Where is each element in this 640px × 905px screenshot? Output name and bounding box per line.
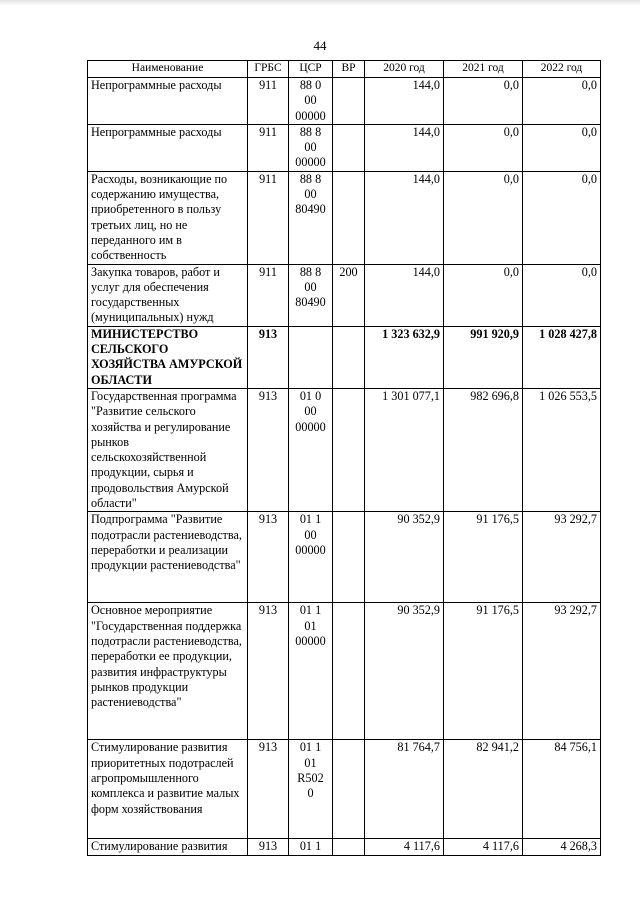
cell-2022: 84 756,1: [523, 740, 601, 839]
column-header: ВР: [333, 61, 365, 78]
cell-csr: [289, 326, 333, 388]
csr-line: 88 0: [299, 78, 322, 92]
cell-vr: [333, 388, 365, 511]
csr-line: 01: [304, 618, 317, 633]
cell-grbs: 911: [248, 171, 289, 264]
table-row: [88, 839, 601, 855]
cell-2020: 4 117,6: [365, 839, 444, 855]
csr-line: 00000: [295, 108, 326, 123]
csr-line: 01: [304, 755, 317, 770]
column-header: 2021 год: [444, 61, 523, 78]
column-header: ГРБС: [248, 61, 289, 78]
csr-line: 88 8: [299, 124, 322, 139]
csr-line: 00: [304, 140, 317, 155]
cell-2020: 144,0: [365, 78, 444, 125]
csr-line: 00000: [295, 155, 326, 170]
cell-2022: 93 292,7: [523, 603, 601, 740]
cell-2021: 0,0: [444, 171, 523, 264]
cell-2020: 144,0: [365, 124, 444, 171]
csr-line: 88 8: [299, 171, 322, 186]
cell-name: Подпрограмма "Развитие подотрасли растениеводства, переработки и реализации продукции растениеводства": [88, 512, 248, 603]
cell-2022: 0,0: [523, 171, 601, 264]
cell-2021: 91 176,5: [444, 603, 523, 740]
csr-line: 80490: [295, 202, 326, 217]
cell-2021: 82 941,2: [444, 740, 523, 839]
cell-grbs: 913: [248, 603, 289, 740]
cell-grbs: 913: [248, 326, 289, 388]
csr-line: 00: [304, 279, 317, 294]
cell-vr: [333, 78, 365, 125]
csr-line: 00: [304, 404, 317, 419]
csr-line: 01 1: [299, 839, 322, 854]
cell-grbs: 911: [248, 264, 289, 326]
table-row: [88, 78, 601, 125]
column-header: ЦСР: [289, 61, 333, 78]
csr-line: 01 1: [299, 603, 322, 618]
cell-name: Непрограммные расходы: [88, 78, 248, 125]
cell-grbs: 911: [248, 78, 289, 125]
cell-grbs: 913: [248, 839, 289, 855]
cell-2022: 4 268,3: [523, 839, 601, 855]
cell-csr: [289, 171, 333, 264]
cell-csr: [289, 124, 333, 171]
cell-name: Закупка товаров, работ и услуг для обеспечения государственных (муниципальных) нужд: [88, 264, 248, 326]
table-row: [88, 264, 601, 326]
csr-line: 00: [304, 187, 317, 202]
cell-vr: [333, 740, 365, 839]
cell-vr: [333, 512, 365, 603]
table-row: [88, 512, 601, 603]
cell-name: Государственная программа "Развитие сельского хозяйства и регулирование рынков сельскохозяйственной продукции, сырья и продовольствия Амурской области": [88, 388, 248, 511]
cell-2020: 90 352,9: [365, 603, 444, 740]
column-header: Наименование: [88, 61, 248, 78]
cell-vr: [333, 171, 365, 264]
table-row: [88, 740, 601, 839]
cell-grbs: 911: [248, 124, 289, 171]
cell-2020: 1 301 077,1: [365, 388, 444, 511]
cell-2021: 4 117,6: [444, 839, 523, 855]
cell-grbs: 913: [248, 740, 289, 839]
scan-edge: [0, 0, 640, 6]
csr-line: 0: [307, 786, 314, 801]
budget-table: [87, 60, 601, 856]
cell-csr: [289, 78, 333, 125]
csr-line: 01 1: [299, 740, 322, 755]
csr-line: 00000: [295, 633, 326, 648]
cell-csr: [289, 839, 333, 855]
cell-grbs: 913: [248, 388, 289, 511]
table-row: [88, 603, 601, 740]
cell-2020: 144,0: [365, 171, 444, 264]
cell-2022: 0,0: [523, 124, 601, 171]
cell-name: МИНИСТЕРСТВО СЕЛЬСКОГО ХОЗЯЙСТВА АМУРСКОЙ ОБЛАСТИ: [88, 326, 248, 388]
cell-name: Расходы, возникающие по содержанию имущества, приобретенного в пользу третьих лиц, но не переданного им в собственность: [88, 171, 248, 264]
cell-name: Стимулирование развития: [88, 839, 248, 855]
cell-2022: 1 026 553,5: [523, 388, 601, 511]
table-row: [88, 388, 601, 511]
table-row: [88, 171, 601, 264]
column-header: 2020 год: [365, 61, 444, 78]
cell-vr: [333, 603, 365, 740]
cell-2020: 81 764,7: [365, 740, 444, 839]
csr-line: 88 8: [299, 264, 322, 279]
cell-2021: 0,0: [444, 124, 523, 171]
table-header-row: [88, 61, 601, 78]
csr-line: 00: [304, 93, 317, 108]
page-number: 44: [313, 38, 327, 53]
cell-2020: 144,0: [365, 264, 444, 326]
cell-vr: [333, 326, 365, 388]
csr-line: 00000: [295, 542, 326, 557]
csr-line: 80490: [295, 295, 326, 310]
csr-line: 00: [304, 527, 317, 542]
cell-2020: 1 323 632,9: [365, 326, 444, 388]
cell-vr: [333, 124, 365, 171]
table-body: [88, 78, 601, 856]
cell-2021: 0,0: [444, 264, 523, 326]
cell-2020: 90 352,9: [365, 512, 444, 603]
cell-csr: [289, 740, 333, 839]
cell-2022: 93 292,7: [523, 512, 601, 603]
cell-vr: 200: [333, 264, 365, 326]
table-row: [88, 124, 601, 171]
cell-2021: 0,0: [444, 78, 523, 125]
cell-name: Стимулирование развития приоритетных подотраслей агропромышленного комплекса и развитие малых форм хозяйствования: [88, 740, 248, 839]
cell-csr: [289, 512, 333, 603]
cell-2022: 0,0: [523, 264, 601, 326]
cell-2021: 982 696,8: [444, 388, 523, 511]
cell-vr: [333, 839, 365, 855]
cell-2022: 0,0: [523, 78, 601, 125]
cell-csr: [289, 603, 333, 740]
cell-name: Основное мероприятие "Государственная поддержка подотрасли растениеводства, переработки ее продукции, развития инфраструктуры рынков продукции растениеводства": [88, 603, 248, 740]
cell-name: Непрограммные расходы: [88, 124, 248, 171]
csr-line: 01 0: [299, 388, 322, 403]
csr-line: R502: [297, 770, 324, 785]
table-row: [88, 326, 601, 388]
cell-csr: [289, 264, 333, 326]
cell-csr: [289, 388, 333, 511]
csr-line: 00000: [295, 419, 326, 434]
cell-2022: 1 028 427,8: [523, 326, 601, 388]
cell-grbs: 913: [248, 512, 289, 603]
column-header: 2022 год: [523, 61, 601, 78]
cell-2021: 991 920,9: [444, 326, 523, 388]
cell-2021: 91 176,5: [444, 512, 523, 603]
csr-line: 01 1: [299, 512, 322, 527]
